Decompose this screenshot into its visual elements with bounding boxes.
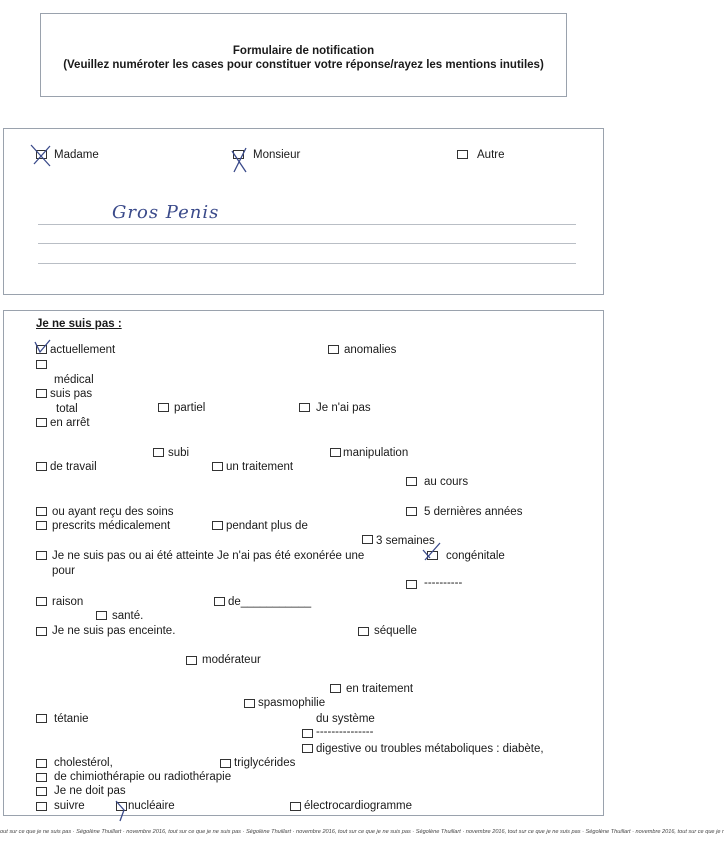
- name-line-3: [38, 263, 576, 264]
- atteinte-checkbox[interactable]: [36, 551, 47, 560]
- prescrits-label: prescrits médicalement: [52, 520, 171, 532]
- blank-checkbox[interactable]: [36, 360, 47, 369]
- en-arret-label: en arrêt: [50, 417, 90, 429]
- sante-label: santé.: [112, 610, 144, 622]
- chimio-checkbox[interactable]: [36, 773, 47, 782]
- moderateur-checkbox[interactable]: [186, 656, 197, 665]
- suis-pas-checkbox[interactable]: [36, 389, 47, 398]
- de-travail-checkbox[interactable]: [36, 462, 47, 471]
- atteinte-label: Je ne suis pas ou ai été atteinte Je n'ai pas été exonérée une: [52, 550, 365, 562]
- total-label: total: [56, 403, 78, 415]
- nucleaire-label: nucléaire: [128, 800, 175, 812]
- form-header: [40, 13, 567, 97]
- cholesterol-checkbox[interactable]: [36, 759, 47, 768]
- dashes-short-label: ----------: [424, 577, 463, 589]
- chimio-label: de chimiothérapie ou radiothérapie: [54, 771, 232, 783]
- en-traitement-checkbox[interactable]: [330, 684, 341, 693]
- pour-label: pour: [52, 565, 76, 577]
- ecg-checkbox[interactable]: [290, 802, 301, 811]
- pendant-plus-label: pendant plus de: [226, 520, 308, 532]
- form-title: Formulaire de notification: [232, 45, 375, 57]
- tetanie-checkbox[interactable]: [36, 714, 47, 723]
- ayant-recu-checkbox[interactable]: [36, 507, 47, 516]
- enceinte-checkbox[interactable]: [36, 627, 47, 636]
- subi-label: subi: [168, 447, 190, 459]
- digestive-checkbox[interactable]: [302, 744, 313, 753]
- prescrits-checkbox[interactable]: [36, 521, 47, 530]
- un-traitement-checkbox[interactable]: [212, 462, 223, 471]
- cholesterol-label: cholestérol,: [54, 757, 113, 769]
- madame-label: Madame: [54, 149, 99, 161]
- actuellement-checkbox[interactable]: [36, 345, 47, 354]
- suis-pas-label: suis pas: [50, 388, 93, 400]
- au-cours-checkbox[interactable]: [406, 477, 417, 486]
- spasmophilie-checkbox[interactable]: [244, 699, 255, 708]
- pendant-plus-checkbox[interactable]: [212, 521, 223, 530]
- monsieur-label: Monsieur: [253, 149, 301, 161]
- manipulation-checkbox[interactable]: [330, 448, 341, 457]
- je-nai-pas-checkbox[interactable]: [299, 403, 310, 412]
- congenitale-checkbox[interactable]: [427, 551, 438, 560]
- de-travail-label: de travail: [50, 461, 97, 473]
- name-line-1: [38, 224, 576, 225]
- moderateur-label: modérateur: [202, 654, 261, 666]
- section-title: Je ne suis pas :: [36, 318, 122, 330]
- ecg-label: électrocardiogramme: [304, 800, 413, 812]
- raison-label: raison: [52, 596, 84, 608]
- raison-checkbox[interactable]: [36, 597, 47, 606]
- nucleaire-checkbox[interactable]: [116, 802, 127, 811]
- suivre-label: suivre: [54, 800, 85, 812]
- enceinte-label: Je ne suis pas enceinte.: [52, 625, 176, 637]
- handwritten-name: Gros Penis: [112, 202, 220, 223]
- name-line-2: [38, 243, 576, 244]
- au-cours-label: au cours: [424, 476, 469, 488]
- anomalies-label: anomalies: [344, 344, 397, 356]
- footer-credit: out sur ce que je ne suis pas · Ségolène Thuillart · novembre 2016, tout sur ce que je ne suis pas · Ségolène Thuillart · novembre 2016, tout sur ce que je ne suis pas · Ségolène Thuillart · novembre 2016, tout sur ce que je ne suis pas · Ségolène Thuillart · novembre 2016, tout sur ce que je r: [0, 829, 724, 835]
- du-systeme-label: du système: [316, 713, 375, 725]
- madame-checkbox[interactable]: [36, 150, 47, 159]
- ayant-recu-label: ou ayant reçu des soins: [52, 506, 174, 518]
- en-traitement-label: en traitement: [346, 683, 414, 695]
- partiel-checkbox[interactable]: [158, 403, 169, 412]
- anomalies-checkbox[interactable]: [328, 345, 339, 354]
- cinq-annees-label: 5 dernières années: [424, 506, 523, 518]
- triglycerides-checkbox[interactable]: [220, 759, 231, 768]
- dashes-short-checkbox[interactable]: [406, 580, 417, 589]
- de-label: de___________: [228, 596, 312, 608]
- digestive-label: digestive ou troubles métaboliques : diabète,: [316, 743, 544, 755]
- sequelle-checkbox[interactable]: [358, 627, 369, 636]
- partiel-label: partiel: [174, 402, 206, 414]
- sante-checkbox[interactable]: [96, 611, 107, 620]
- medical-label: médical: [54, 374, 94, 386]
- un-traitement-label: un traitement: [226, 461, 294, 473]
- subi-checkbox[interactable]: [153, 448, 164, 457]
- sequelle-label: séquelle: [374, 625, 417, 637]
- actuellement-label: actuellement: [50, 344, 116, 356]
- en-arret-checkbox[interactable]: [36, 418, 47, 427]
- de-checkbox[interactable]: [214, 597, 225, 606]
- cinq-annees-checkbox[interactable]: [406, 507, 417, 516]
- manipulation-label: manipulation: [343, 447, 409, 459]
- monsieur-checkbox[interactable]: [233, 150, 244, 159]
- trois-semaines-checkbox[interactable]: [362, 535, 373, 544]
- congenitale-label: congénitale: [446, 550, 505, 562]
- autre-label: Autre: [477, 149, 505, 161]
- je-nai-pas-label: Je n'ai pas: [316, 402, 371, 414]
- spasmophilie-label: spasmophilie: [258, 697, 326, 709]
- dashes-long-checkbox[interactable]: [302, 729, 313, 738]
- dashes-long-label: ---------------: [316, 726, 374, 738]
- form-subtitle: (Veuillez numéroter les cases pour constituer votre réponse/rayez les mentions inutiles): [63, 59, 544, 71]
- tetanie-label: tétanie: [54, 713, 89, 725]
- ne-doit-pas-label: Je ne doit pas: [54, 785, 126, 797]
- triglycerides-label: triglycérides: [234, 757, 296, 769]
- ne-doit-pas-checkbox[interactable]: [36, 787, 47, 796]
- suivre-checkbox[interactable]: [36, 802, 47, 811]
- autre-checkbox[interactable]: [457, 150, 468, 159]
- trois-semaines-label: 3 semaines: [376, 535, 435, 547]
